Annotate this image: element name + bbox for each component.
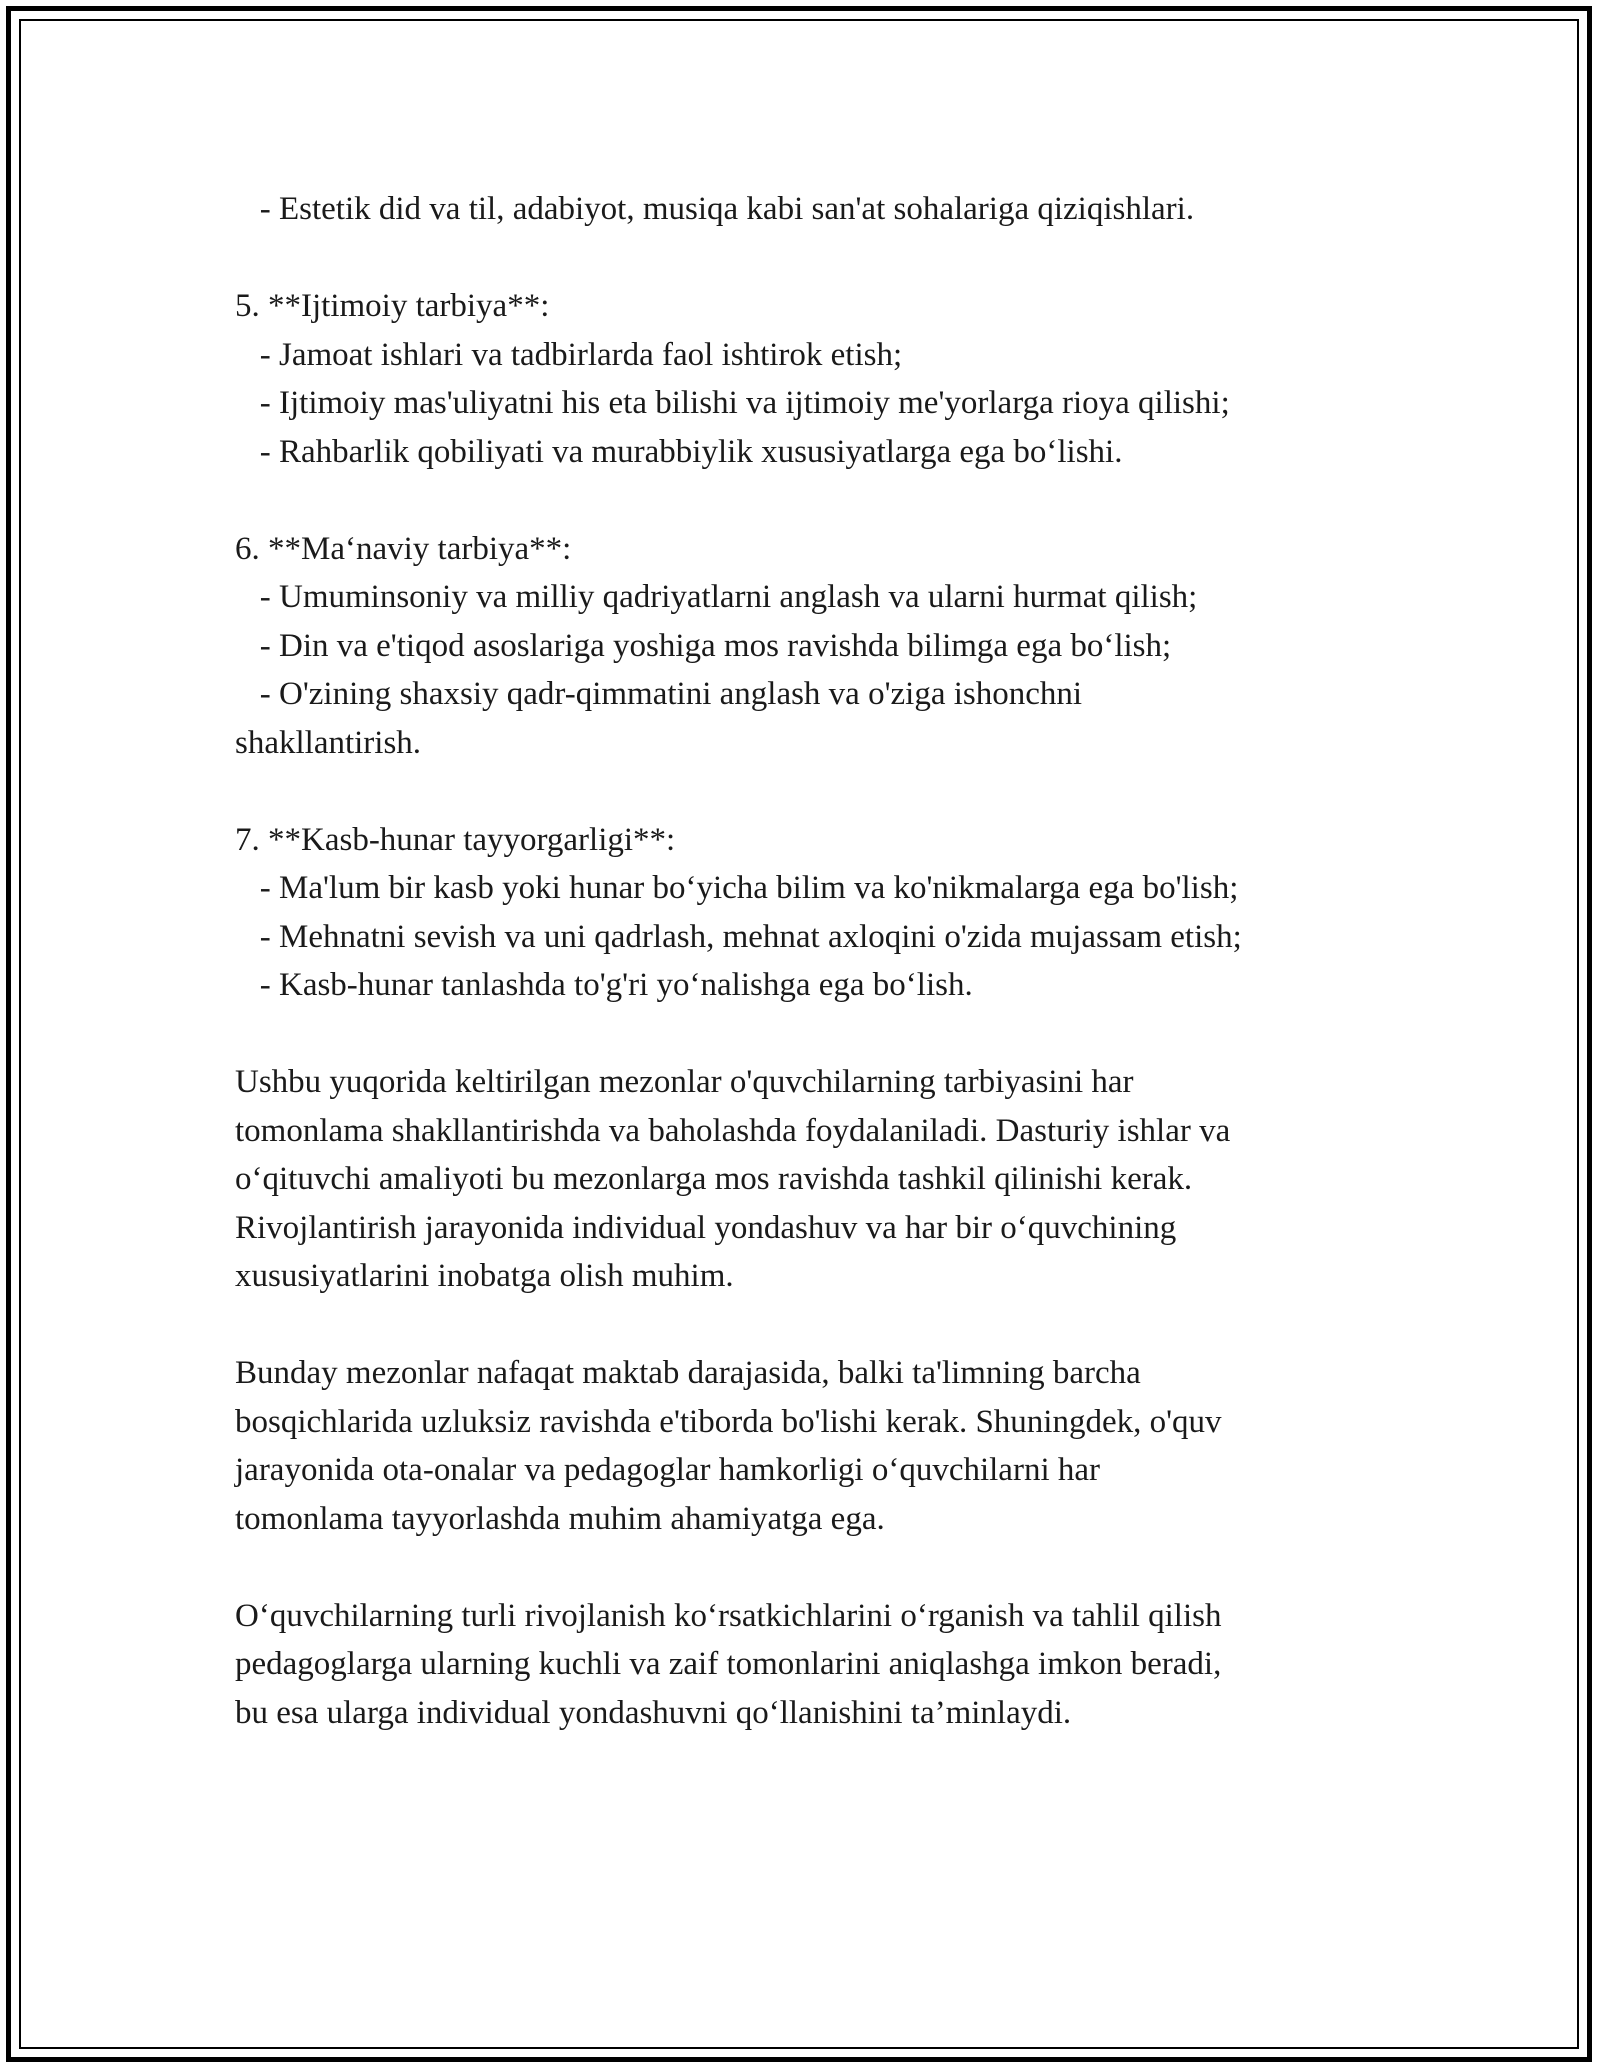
text-line: Rivojlantirish jarayonida individual yondashuv va har bir o‘quvchining — [235, 1209, 1177, 1246]
document-body — [235, 185, 1415, 1737]
text-line: bosqichlarida uzluksiz ravishda e'tiborda bo'lishi kerak. Shuningdek, o'quv — [235, 1403, 1222, 1440]
list-item: - Ijtimoiy mas'uliyatni his eta bilishi va ijtimoiy me'yorlarga rioya qilishi; — [235, 385, 1230, 421]
section-heading: 6. **Ma‘naviy tarbiya**: — [235, 530, 572, 567]
text-line: - Estetik did va til, adabiyot, musiqa kabi san'at sohalariga qiziqishlari. — [235, 191, 1195, 227]
text-line: tomonlama shakllantirishda va baholashda foydalaniladi. Dasturiy ishlar va — [235, 1112, 1231, 1149]
section-kasb-hunar — [235, 816, 1415, 1010]
text-line: pedagoglarga ularning kuchli va zaif tomonlarini aniqlashga imkon beradi, — [235, 1646, 1222, 1682]
text-line: bu esa ularga individual yondashuvni qo‘llanishini ta’minlaydi. — [235, 1694, 1072, 1731]
list-item: - O'zining shaxsiy qadr-qimmatini anglash va o'ziga ishonchni — [235, 676, 1083, 712]
section-heading: 7. **Kasb-hunar tayyorgarligi**: — [235, 821, 676, 858]
list-item: - Jamoat ishlari va tadbirlarda faol ishtirok etish; — [235, 336, 903, 373]
text-line: tomonlama tayyorlashda muhim ahamiyatga ega. — [235, 1500, 885, 1537]
paragraph-gap — [235, 234, 1415, 283]
text-line: Bunday mezonlar nafaqat maktab darajasida, balki ta'limning barcha — [235, 1355, 1141, 1391]
text-line: o‘qituvchi amaliyoti bu mezonlarga mos ravishda tashkil qilinishi kerak. — [235, 1161, 1193, 1197]
paragraph-mezonlar — [235, 1058, 1415, 1301]
section-intro — [235, 185, 1415, 234]
paragraph-gap — [235, 1010, 1415, 1059]
list-item: - Mehnatni sevish va uni qadrlash, mehnat axloqini o'zida mujassam etish; — [235, 918, 1242, 955]
text-line: jarayonida ota-onalar va pedagoglar hamkorligi o‘quvchilarni har — [235, 1452, 1100, 1488]
paragraph-gap — [235, 1543, 1415, 1592]
text-line: xususiyatlarini inobatga olish muhim. — [235, 1258, 734, 1294]
paragraph-bunday-mezonlar — [235, 1349, 1415, 1543]
section-manaviy-tarbiya — [235, 525, 1415, 768]
list-item: - Ma'lum bir kasb yoki hunar bo‘yicha bilim va ko'nikmalarga ega bo'lish; — [235, 870, 1239, 906]
list-item-continuation: shakllantirish. — [235, 724, 422, 761]
list-item: - Kasb-hunar tanlashda to'g'ri yo‘nalishga ega bo‘lish. — [235, 967, 973, 1003]
text-line: Ushbu yuqorida keltirilgan mezonlar o'quvchilarning tarbiyasini har — [235, 1064, 1134, 1100]
paragraph-gap — [235, 1301, 1415, 1350]
paragraph-oquvchilarning — [235, 1592, 1415, 1738]
section-heading: 5. **Ijtimoiy tarbiya**: — [235, 288, 550, 324]
text-line: O‘quvchilarning turli rivojlanish ko‘rsatkichlarini o‘rganish va tahlil qilish — [235, 1597, 1222, 1634]
list-item: - Rahbarlik qobiliyati va murabbiylik xususiyatlarga ega bo‘lishi. — [235, 433, 1123, 470]
section-ijtimoiy-tarbiya — [235, 282, 1415, 476]
list-item: - Din va e'tiqod asoslariga yoshiga mos ravishda bilimga ega bo‘lish; — [235, 627, 1172, 664]
paragraph-gap — [235, 767, 1415, 816]
list-item: - Umuminsoniy va milliy qadriyatlarni anglash va ularni hurmat qilish; — [235, 579, 1198, 615]
paragraph-gap — [235, 476, 1415, 525]
